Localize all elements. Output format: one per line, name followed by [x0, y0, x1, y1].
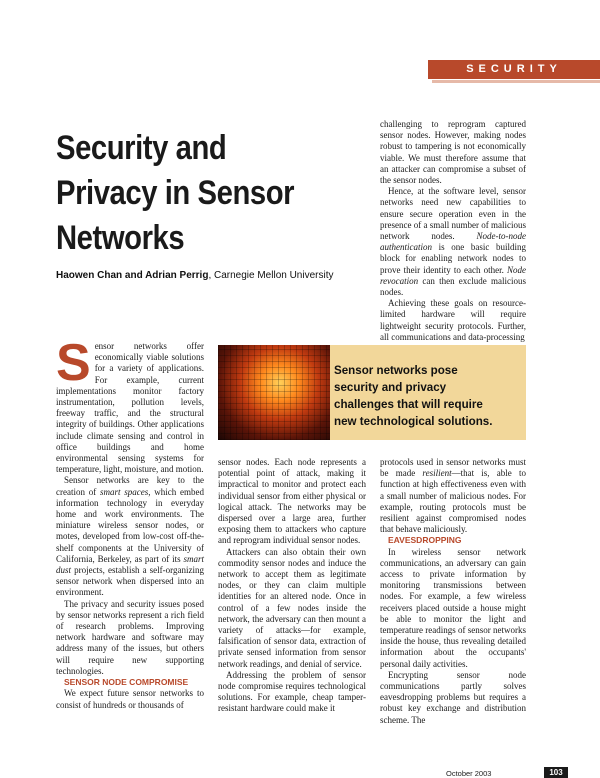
italic-term: resilient	[422, 468, 452, 479]
paragraph: challenging to reprogram captured sensor nodes. However, making nodes robust to tampering is not economically viable. We must therefore assume that an attacker can compromise a subset of the sensor nodes.	[380, 119, 526, 186]
column-2	[218, 457, 366, 715]
pullquote-line: Sensor networks pose	[334, 364, 458, 377]
paragraph: sensor nodes. Each node represents a potential point of attack, making it impractical to monitor and protect each individual sensor from either physical or logical attack. The networks may be dispersed over a large area, further exposing them to attackers who capture and reprogram individual sensor nodes.	[218, 457, 366, 546]
pullquote-line: security and privacy	[334, 381, 447, 394]
circuit-photo	[218, 345, 330, 440]
column-3-bottom	[380, 457, 526, 726]
affiliation: , Carnegie Mellon University	[208, 270, 334, 281]
paragraph: Addressing the problem of sensor node compromise requires technological solutions. For example, cheap tamper-resistant hardware could make it	[218, 669, 366, 714]
pullquote-line: new technological solutions.	[334, 415, 493, 428]
paragraph	[56, 334, 204, 475]
title-line: Security and	[56, 129, 227, 167]
paragraph-text: Sensor networks are key to the creation of	[56, 475, 204, 497]
italic-term: Node revocation	[380, 264, 526, 286]
paragraph-text: can then exclude malicious nodes.	[380, 275, 526, 298]
paragraph-text: , which embed information technology in everyday home and work environments. The miniature wireless sensor nodes, or motes, developed from low-cost off-the-shelf components at the University of California, Berkeley, as part of its	[56, 486, 205, 564]
paragraph: Achieving these goals on resource-limited hardware will require lightweight security protocols. Further, all communications and data-processing	[380, 298, 526, 342]
pullquote-line: challenges that will require	[334, 398, 483, 411]
paragraph-text: is one basic building block for enabling network nodes to prove their identity to each other.	[380, 242, 526, 275]
paragraph: Encrypting sensor node communications partly solves eavesdropping problems but requires a robust key exchange and distribution scheme. The	[380, 669, 526, 725]
paragraph-text: —that is, able to function at high effectiveness even with a small number of malicious nodes. For example, routing protocols must be resilient against compromised nodes that behave maliciously.	[380, 468, 526, 535]
paragraph-text: Hence, at the software level, sensor networks need new capabilities to ensure secure operation even in the presence of a small number of malicious network nodes.	[380, 186, 526, 242]
paragraph	[380, 457, 526, 535]
column-1	[56, 334, 205, 711]
italic-term: Node-to-node authentication	[380, 231, 526, 253]
page-number: 103	[544, 767, 568, 778]
byline	[56, 270, 366, 281]
authors: Haowen Chan and Adrian Perrig	[56, 270, 209, 281]
column-3-top	[380, 119, 526, 343]
italic-term: smart spaces	[100, 486, 149, 497]
title-line: Networks	[56, 219, 185, 257]
paragraph	[380, 186, 526, 298]
issue-date: October 2003	[446, 769, 492, 778]
paragraph: In wireless sensor network communications, an adversary can gain access to private information by monitoring transmissions between nodes. For example, a few wireless receivers placed outside a house might be able to monitor the light and temperature readings of sensor networks inside the house, thus revealing detailed information about the occupants' personal daily activities.	[380, 546, 526, 669]
paragraph-text: ensor networks offer economically viable solutions for a variety of applications. For example, current implementations monitor factory instrumentation, pollution levels, freeway traffic, and the structural integrity of buildings. Other applications include climate sensing and control in office buildings and home environmental sensing systems for temperature, light, moisture, and motion.	[56, 341, 204, 475]
italic-term: smart dust	[56, 553, 204, 576]
section-heading: EAVESDROPPING	[388, 535, 462, 546]
title-line: Privacy in Sensor	[56, 174, 295, 212]
pullquote	[334, 362, 524, 430]
photo-texture	[218, 345, 330, 440]
paragraph-text: protocols used in sensor networks must be made	[380, 457, 526, 479]
section-heading: SENSOR NODE COMPROMISE	[64, 677, 189, 688]
banner-underline	[432, 80, 600, 83]
paragraph	[56, 475, 204, 598]
paragraph: Attackers can also obtain their own commodity sensor nodes and induce the network to accept them as legitimate nodes, or they can claim multiple identities for an altered node. Once in control of a few nodes inside the network, the adversary can then mount a variety of attacks—for example, falsification of sensor data, extraction of private sensed information from sensor network readings, and denial of service.	[218, 546, 366, 669]
paragraph-text: projects, establish a self-organizing sensor network when dispersed into an environment.	[56, 565, 204, 598]
drop-cap: S	[56, 334, 91, 392]
paragraph: We expect future sensor networks to consist of hundreds or thousands of	[56, 688, 204, 710]
article-title	[56, 126, 314, 261]
paragraph: The privacy and security issues posed by sensor networks represent a rich field of research problems. Improving network hardware and software may address many of the issues, but others will require new supporting technologies.	[56, 598, 204, 676]
section-banner: SECURITY	[428, 60, 600, 79]
